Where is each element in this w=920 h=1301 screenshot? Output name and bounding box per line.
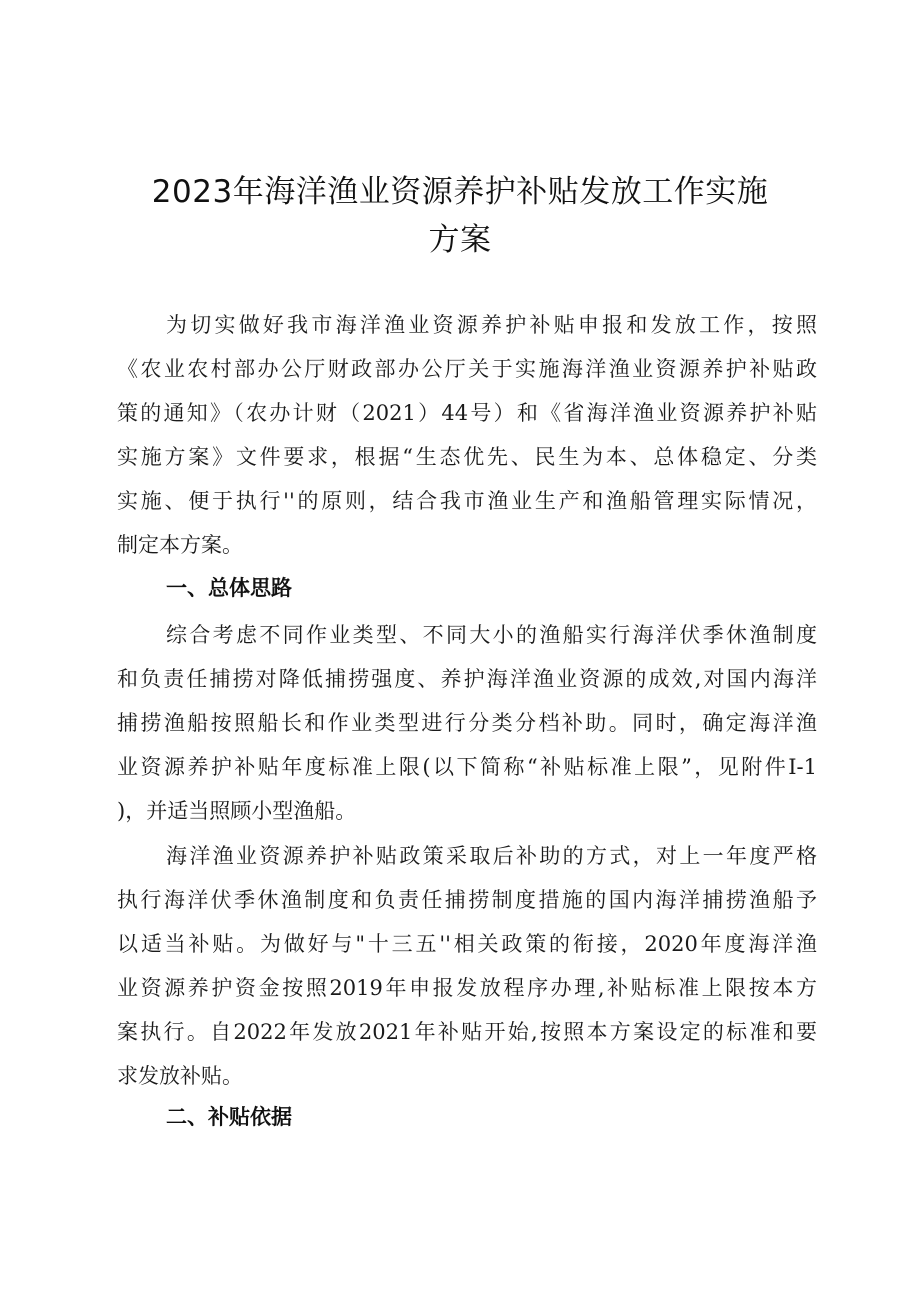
s1p2-line-6: 求发放补贴。: [117, 1064, 243, 1088]
s1p1-line-1: 综合考虑不同作业类型、不同大小的渔船实行海洋伏季休渔制度: [166, 623, 817, 647]
intro-line-1: 为切实做好我市海洋渔业资源养护补贴申报和发放工作，按照: [166, 313, 817, 337]
s1p1-line-2: 和负责任捕捞对降低捕捞强度、养护海洋渔业资源的成效,对国内海洋: [117, 667, 817, 691]
intro-line-6: 制定本方案。: [117, 533, 243, 557]
s1p2-line-4: 业资源养护资金按照2019年申报发放程序办理,补贴标准上限按本方: [117, 976, 817, 1000]
s1p2-line-2: 执行海洋伏季休渔制度和负责任捕捞制度措施的国内海洋捕捞渔船予: [117, 888, 817, 912]
document-title-line-1: 2023年海洋渔业资源养护补贴发放工作实施: [151, 174, 769, 210]
intro-line-2: 《农业农村部办公厅财政部办公厅关于实施海洋渔业资源养护补贴政: [117, 357, 817, 381]
section-heading-1: 一、总体思路: [166, 576, 292, 600]
intro-line-5: 实施、便于执行''的原则，结合我市渔业生产和渔船管理实际情况，: [117, 489, 817, 513]
document-title-line-2: 方案: [428, 222, 492, 258]
intro-line-3: 策的通知》（农办计财（2021）44号）和《省海洋渔业资源养护补贴: [117, 401, 817, 425]
s1p1-line-3: 捕捞渔船按照船长和作业类型进行分类分档补助。同时，确定海洋渔: [117, 711, 817, 735]
intro-line-4: 实施方案》文件要求，根据“生态优先、民生为本、总体稳定、分类: [117, 445, 817, 469]
s1p2-line-5: 案执行。自2022年发放2021年补贴开始,按照本方案设定的标准和要: [117, 1020, 817, 1044]
section-heading-2: 二、补贴依据: [166, 1105, 292, 1129]
s1p2-line-1: 海洋渔业资源养护补贴政策采取后补助的方式，对上一年度严格: [166, 844, 817, 868]
s1p2-line-3: 以适当补贴。为做好与"十三五''相关政策的衔接，2020年度海洋渔: [117, 932, 817, 956]
s1p1-line-4: 业资源养护补贴年度标准上限(以下简称“补贴标准上限”，见附件I-1: [117, 755, 817, 779]
s1p1-line-5: )，并适当照顾小型渔船。: [117, 799, 357, 823]
